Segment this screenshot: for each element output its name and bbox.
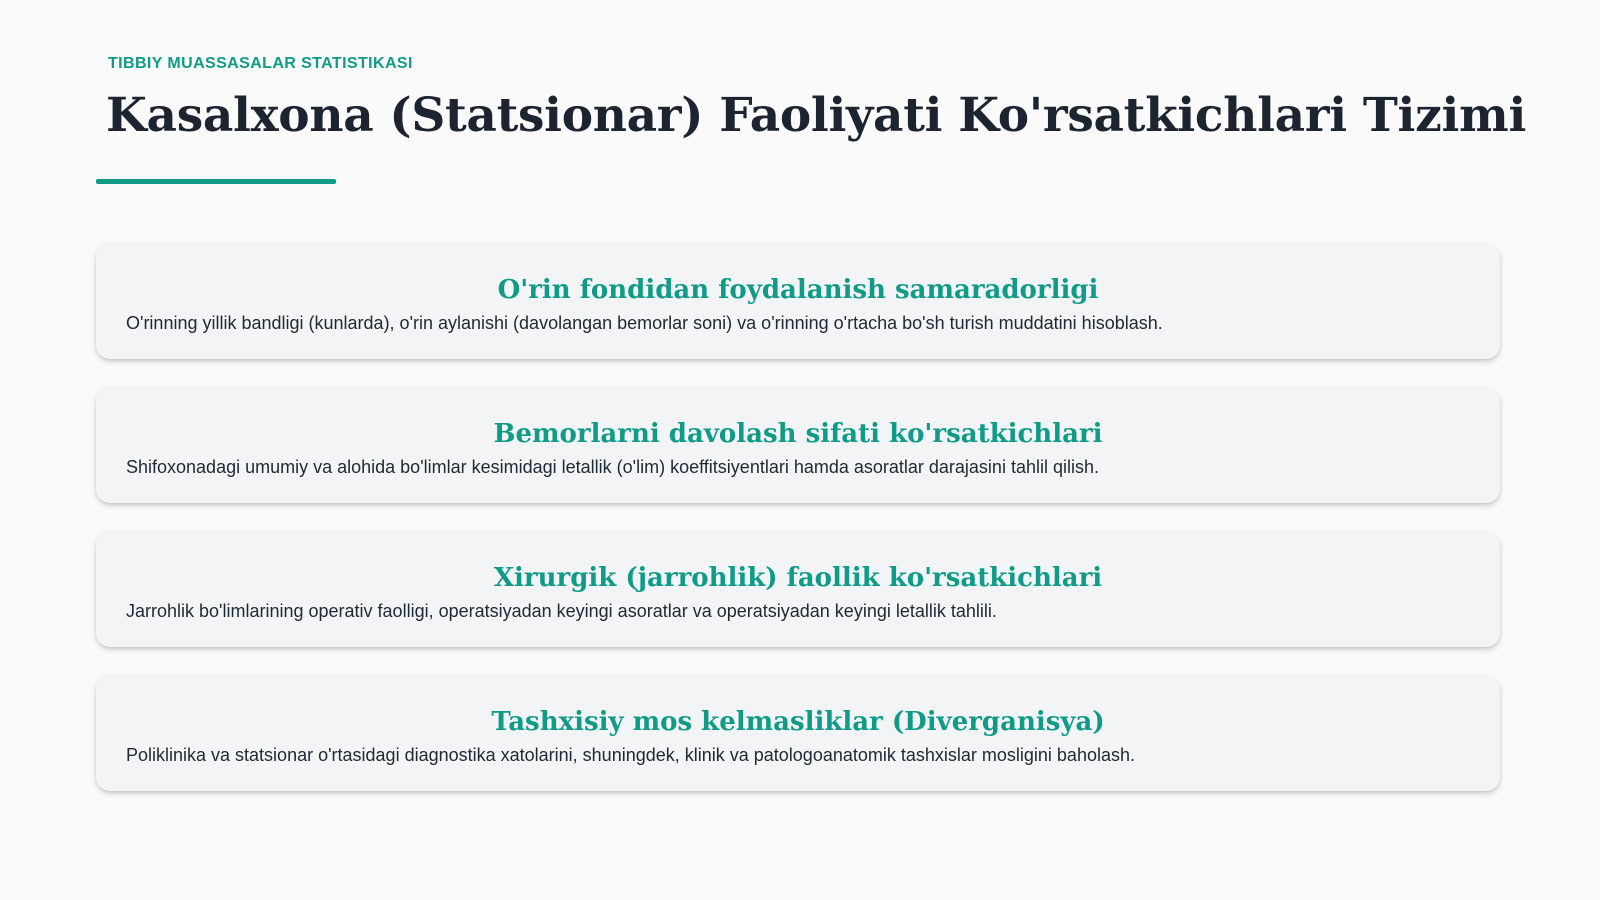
card-bed-fund [96, 243, 1500, 359]
card-title: Bemorlarni davolash sifati ko'rsatkichlari [493, 419, 1103, 449]
card-description: Jarrohlik bo'limlarining operativ faolligi, operatsiyadan keyingi asoratlar va operatsiyadan keyingi letallik tahlili. [126, 601, 997, 621]
card-title: O'rin fondidan foydalanish samaradorligi [497, 275, 1099, 305]
card-list [96, 243, 1500, 819]
title-underline [96, 179, 336, 184]
page-title: Kasalxona (Statsionar) Faoliyati Ko'rsatkichlari Tizimi [106, 88, 1527, 143]
card-description: O'rinning yillik bandligi (kunlarda), o'rin aylanishi (davolangan bemorlar soni) va o'rinning o'rtacha bo'sh turish muddatini hisoblash. [126, 313, 1163, 333]
card-title: Xirurgik (jarrohlik) faollik ko'rsatkichlari [493, 563, 1103, 593]
card-diagnostic-divergence [96, 675, 1500, 791]
card-surgical-activity [96, 531, 1500, 647]
card-treatment-quality [96, 387, 1500, 503]
card-title: Tashxisiy mos kelmasliklar (Diverganisya) [491, 707, 1105, 737]
card-description: Shifoxonadagi umumiy va alohida bo'limlar kesimidagi letallik (o'lim) koeffitsiyentlari hamda asoratlar darajasini tahlil qilish. [126, 457, 1099, 477]
eyebrow-label: TIBBIY MUASSASALAR STATISTIKASI [108, 55, 413, 72]
card-description: Poliklinika va statsionar o'rtasidagi diagnostika xatolarini, shuningdek, klinik va patologoanatomik tashxislar mosligini baholash. [126, 745, 1135, 765]
